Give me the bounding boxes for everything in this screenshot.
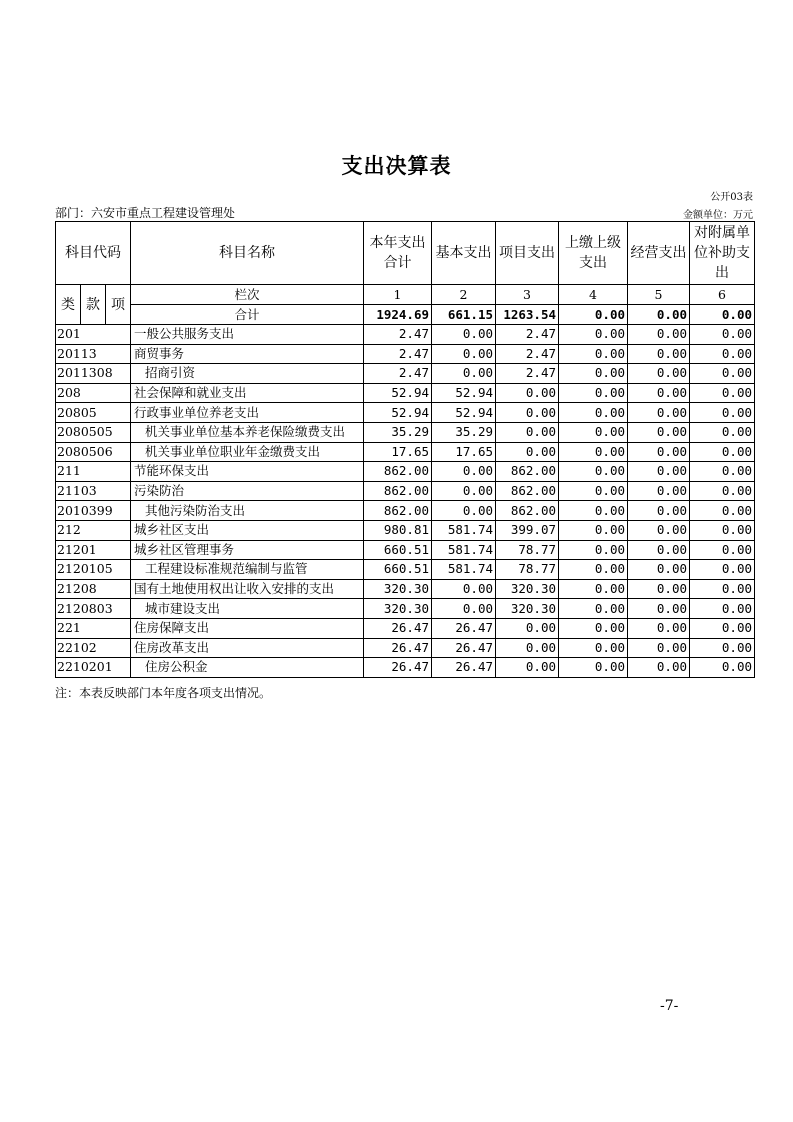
subject-code: 2080506: [56, 442, 131, 462]
table-row: [56, 560, 755, 580]
table-note: 注：本表反映部门本年度各项支出情况。: [55, 686, 272, 700]
amount-unit-label: 金额单位：万元: [683, 210, 753, 221]
amount-col-1: 52.94: [364, 383, 432, 403]
amount-col-3: 399.07: [496, 520, 559, 540]
subject-code: 21201: [56, 540, 131, 560]
amount-col-6: 0.00: [690, 658, 755, 678]
amount-col-3: 2.47: [496, 364, 559, 384]
amount-col-2: 26.47: [432, 618, 496, 638]
subject-name: 住房保障支出: [131, 618, 364, 638]
amount-col-4: 0.00: [559, 422, 628, 442]
table-header-row: [56, 222, 755, 285]
amount-col-4: 0.00: [559, 403, 628, 423]
amount-col-4: 0.00: [559, 501, 628, 521]
amount-col-3: 78.77: [496, 560, 559, 580]
table-row: [56, 344, 755, 364]
total-value-3: 1263.54: [496, 305, 559, 325]
subject-code: 2080505: [56, 422, 131, 442]
amount-col-6: 0.00: [690, 325, 755, 345]
amount-col-2: 581.74: [432, 560, 496, 580]
amount-col-5: 0.00: [628, 403, 690, 423]
amount-col-4: 0.00: [559, 599, 628, 619]
subject-name: 住房公积金: [131, 658, 364, 678]
amount-col-2: 0.00: [432, 579, 496, 599]
amount-col-3: 78.77: [496, 540, 559, 560]
amount-col-2: 0.00: [432, 599, 496, 619]
amount-col-2: 26.47: [432, 638, 496, 658]
subject-name: 住房改革支出: [131, 638, 364, 658]
table-row: [56, 658, 755, 678]
amount-col-1: 660.51: [364, 540, 432, 560]
amount-col-1: 2.47: [364, 325, 432, 345]
subject-code: 2011308: [56, 364, 131, 384]
amount-col-3: 320.30: [496, 579, 559, 599]
subject-name: 招商引资: [131, 364, 364, 384]
amount-col-6: 0.00: [690, 501, 755, 521]
subject-name: 一般公共服务支出: [131, 325, 364, 345]
subject-code: 201: [56, 325, 131, 345]
subject-code: 221: [56, 618, 131, 638]
subject-code: 2120803: [56, 599, 131, 619]
subject-name: 节能环保支出: [131, 462, 364, 482]
header-col4: 上缴上级支出: [559, 222, 628, 285]
amount-col-3: 0.00: [496, 403, 559, 423]
amount-col-5: 0.00: [628, 481, 690, 501]
page-number: -7-: [660, 998, 679, 1014]
table-row: [56, 422, 755, 442]
total-label: 合计: [131, 305, 364, 325]
amount-col-1: 26.47: [364, 618, 432, 638]
subject-name: 商贸事务: [131, 344, 364, 364]
header-lanci: 栏次: [131, 285, 364, 305]
amount-col-5: 0.00: [628, 638, 690, 658]
subject-code: 2010399: [56, 501, 131, 521]
table-row: [56, 618, 755, 638]
subject-code: 20805: [56, 403, 131, 423]
table-row: [56, 442, 755, 462]
amount-col-1: 2.47: [364, 364, 432, 384]
amount-col-5: 0.00: [628, 344, 690, 364]
amount-col-5: 0.00: [628, 520, 690, 540]
column-number-4: 4: [559, 285, 628, 305]
total-row: [56, 305, 755, 325]
subject-code: 22102: [56, 638, 131, 658]
page-title: 支出决算表: [341, 153, 452, 178]
column-number-1: 1: [364, 285, 432, 305]
table-row: [56, 501, 755, 521]
amount-col-6: 0.00: [690, 403, 755, 423]
amount-col-5: 0.00: [628, 383, 690, 403]
header-col3: 项目支出: [496, 222, 559, 285]
table-row: [56, 599, 755, 619]
table-row: [56, 403, 755, 423]
amount-col-2: 52.94: [432, 403, 496, 423]
subject-name: 污染防治: [131, 481, 364, 501]
table-row: [56, 579, 755, 599]
subject-code: 21103: [56, 481, 131, 501]
amount-col-6: 0.00: [690, 462, 755, 482]
amount-col-4: 0.00: [559, 520, 628, 540]
header-col5: 经营支出: [628, 222, 690, 285]
amount-col-2: 581.74: [432, 540, 496, 560]
amount-col-3: 0.00: [496, 442, 559, 462]
amount-col-5: 0.00: [628, 540, 690, 560]
total-value-5: 0.00: [628, 305, 690, 325]
amount-col-3: 2.47: [496, 344, 559, 364]
subject-name: 机关事业单位基本养老保险缴费支出: [131, 422, 364, 442]
amount-col-4: 0.00: [559, 462, 628, 482]
amount-col-5: 0.00: [628, 325, 690, 345]
header-kuan: 款: [81, 285, 106, 325]
table-row: [56, 638, 755, 658]
amount-col-4: 0.00: [559, 658, 628, 678]
amount-col-4: 0.00: [559, 540, 628, 560]
amount-col-3: 862.00: [496, 501, 559, 521]
amount-col-3: 0.00: [496, 638, 559, 658]
amount-col-1: 320.30: [364, 599, 432, 619]
header-col2: 基本支出: [432, 222, 496, 285]
amount-col-1: 980.81: [364, 520, 432, 540]
header-xiang: 项: [106, 285, 131, 325]
amount-col-6: 0.00: [690, 383, 755, 403]
amount-col-1: 2.47: [364, 344, 432, 364]
amount-col-2: 17.65: [432, 442, 496, 462]
table-row: [56, 383, 755, 403]
subject-name: 城市建设支出: [131, 599, 364, 619]
subject-code: 212: [56, 520, 131, 540]
amount-col-5: 0.00: [628, 442, 690, 462]
amount-col-5: 0.00: [628, 501, 690, 521]
total-value-1: 1924.69: [364, 305, 432, 325]
amount-col-6: 0.00: [690, 442, 755, 462]
table-row: [56, 462, 755, 482]
column-number-3: 3: [496, 285, 559, 305]
amount-col-5: 0.00: [628, 364, 690, 384]
amount-col-4: 0.00: [559, 560, 628, 580]
column-number-2: 2: [432, 285, 496, 305]
header-col1: 本年支出合计: [364, 222, 432, 285]
subject-name: 城乡社区支出: [131, 520, 364, 540]
amount-col-6: 0.00: [690, 481, 755, 501]
subject-code: 2210201: [56, 658, 131, 678]
amount-col-6: 0.00: [690, 422, 755, 442]
amount-col-2: 0.00: [432, 325, 496, 345]
total-value-2: 661.15: [432, 305, 496, 325]
amount-col-1: 52.94: [364, 403, 432, 423]
subject-name: 城乡社区管理事务: [131, 540, 364, 560]
amount-col-6: 0.00: [690, 599, 755, 619]
amount-col-1: 862.00: [364, 462, 432, 482]
amount-col-4: 0.00: [559, 481, 628, 501]
amount-col-5: 0.00: [628, 658, 690, 678]
amount-col-4: 0.00: [559, 442, 628, 462]
table-row: [56, 520, 755, 540]
amount-col-2: 0.00: [432, 501, 496, 521]
amount-col-5: 0.00: [628, 422, 690, 442]
amount-col-3: 320.30: [496, 599, 559, 619]
subject-name: 社会保障和就业支出: [131, 383, 364, 403]
amount-col-6: 0.00: [690, 638, 755, 658]
subject-name: 行政事业单位养老支出: [131, 403, 364, 423]
amount-col-4: 0.00: [559, 364, 628, 384]
table-row: [56, 325, 755, 345]
table-row: [56, 481, 755, 501]
amount-col-1: 26.47: [364, 638, 432, 658]
amount-col-3: 2.47: [496, 325, 559, 345]
amount-col-4: 0.00: [559, 579, 628, 599]
amount-col-5: 0.00: [628, 462, 690, 482]
subject-name: 工程建设标准规范编制与监管: [131, 560, 364, 580]
amount-col-1: 862.00: [364, 501, 432, 521]
amount-col-2: 35.29: [432, 422, 496, 442]
amount-col-2: 0.00: [432, 462, 496, 482]
total-value-4: 0.00: [559, 305, 628, 325]
amount-col-1: 320.30: [364, 579, 432, 599]
form-number: 公开03表: [710, 192, 753, 203]
amount-col-6: 0.00: [690, 579, 755, 599]
amount-col-2: 0.00: [432, 481, 496, 501]
table-row: [56, 540, 755, 560]
amount-col-2: 0.00: [432, 344, 496, 364]
expenditure-table: [55, 221, 755, 678]
header-code: 科目代码: [56, 222, 131, 285]
amount-col-6: 0.00: [690, 560, 755, 580]
subject-code: 208: [56, 383, 131, 403]
total-value-6: 0.00: [690, 305, 755, 325]
amount-col-3: 862.00: [496, 481, 559, 501]
amount-col-3: 0.00: [496, 383, 559, 403]
table-row: [56, 364, 755, 384]
subject-name: 机关事业单位职业年金缴费支出: [131, 442, 364, 462]
amount-col-6: 0.00: [690, 364, 755, 384]
amount-col-3: 0.00: [496, 618, 559, 638]
amount-col-2: 52.94: [432, 383, 496, 403]
amount-col-2: 0.00: [432, 364, 496, 384]
subject-code: 21208: [56, 579, 131, 599]
amount-col-4: 0.00: [559, 344, 628, 364]
column-number-row: [56, 285, 755, 305]
amount-col-6: 0.00: [690, 618, 755, 638]
subject-code: 20113: [56, 344, 131, 364]
amount-col-5: 0.00: [628, 618, 690, 638]
amount-col-3: 0.00: [496, 422, 559, 442]
subject-code: 211: [56, 462, 131, 482]
amount-col-4: 0.00: [559, 383, 628, 403]
amount-col-6: 0.00: [690, 520, 755, 540]
amount-col-1: 17.65: [364, 442, 432, 462]
amount-col-5: 0.00: [628, 579, 690, 599]
amount-col-1: 660.51: [364, 560, 432, 580]
amount-col-1: 862.00: [364, 481, 432, 501]
subject-name: 国有土地使用权出让收入安排的支出: [131, 579, 364, 599]
department-label: 部门：六安市重点工程建设管理处: [55, 206, 236, 220]
header-col6: 对附属单位补助支出: [690, 222, 755, 285]
amount-col-6: 0.00: [690, 540, 755, 560]
amount-col-2: 581.74: [432, 520, 496, 540]
amount-col-6: 0.00: [690, 344, 755, 364]
column-number-5: 5: [628, 285, 690, 305]
header-name: 科目名称: [131, 222, 364, 285]
amount-col-3: 0.00: [496, 658, 559, 678]
amount-col-4: 0.00: [559, 638, 628, 658]
header-lei: 类: [56, 285, 81, 325]
subject-code: 2120105: [56, 560, 131, 580]
subject-name: 其他污染防治支出: [131, 501, 364, 521]
column-number-6: 6: [690, 285, 755, 305]
amount-col-1: 35.29: [364, 422, 432, 442]
amount-col-3: 862.00: [496, 462, 559, 482]
amount-col-5: 0.00: [628, 599, 690, 619]
amount-col-1: 26.47: [364, 658, 432, 678]
amount-col-2: 26.47: [432, 658, 496, 678]
amount-col-4: 0.00: [559, 325, 628, 345]
amount-col-4: 0.00: [559, 618, 628, 638]
amount-col-5: 0.00: [628, 560, 690, 580]
